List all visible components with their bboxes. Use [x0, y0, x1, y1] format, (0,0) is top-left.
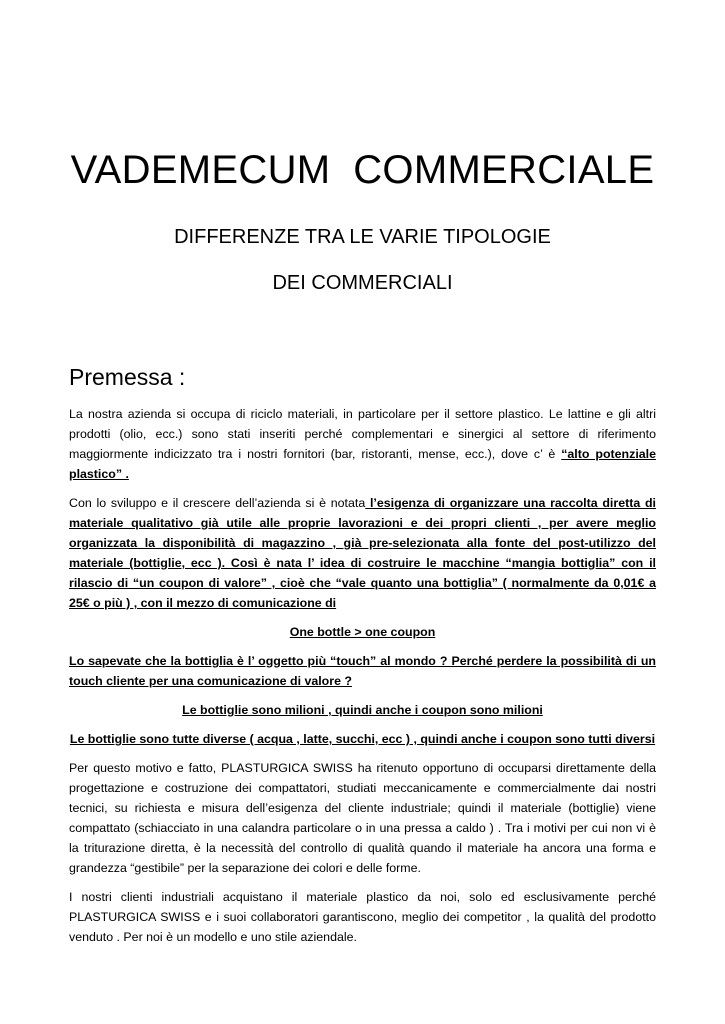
statement-millions: Le bottiglie sono milioni , quindi anche i coupon sono milioni — [182, 703, 543, 717]
paragraph-compactors: Per questo motivo e fatto, PLASTURGICA SWISS ha ritenuto opportuno di occuparsi direttamente della progettazione e costruzione dei compattatori, studiati meccanicamente e commercialmente dai nostri tecnici, su richiesta e misura dell’esigenza del cliente industriale; quindi il materiale (bottiglie) viene compattato (schiacciato in una calandra particolare o in una pressa a caldo ) . Tra i motivi per cui non vi è la triturazione diretta, è la necessità del controllo di qualità quando il materiale ha ancora una forma e grandezza “gestibile” per la separazione dei colori e delle forme. — [69, 761, 656, 875]
document-title: VADEMECUM COMMERCIALE — [70, 148, 655, 192]
paragraph-development-emphasis: l’esigenza di organizzare una raccolta diretta di materiale qualitativo già utile alle proprie lavorazioni e dei propri clienti , per avere meglio organizzata la disponibilità di magazzino , già pre-selezionata alla fonte del post-utilizzo del materiale (bottiglie, ecc ). Così è nata l’ idea di costruire le macchine “mangia bottiglia” con il rilascio di “un coupon di valore” , cioè che “vale quanto una bottiglia” ( normalmente da 0,01€ a 25€ o più ) , con il mezzo di comunicazione di — [69, 496, 656, 610]
paragraph-intro — [69, 404, 656, 484]
paragraph-development-text: Con lo sviluppo e il crescere dell’azienda si è notata — [69, 496, 366, 510]
paragraph-development — [69, 493, 656, 613]
document-subtitle-line2: DEI COMMERCIALI — [272, 272, 453, 294]
paragraph-clients: I nostri clienti industriali acquistano il materiale plastico da noi, solo ed esclusivamente perché PLASTURGICA SWISS e i suoi collaboratori garantiscono, meglio dei competitor , la qualità del prodotto venduto . Per noi è un modello e uno stile aziendale. — [69, 890, 656, 944]
document-body — [69, 404, 656, 956]
document-subtitle-line1: DIFFERENZE TRA LE VARIE TIPOLOGIE — [174, 226, 551, 248]
paragraph-intro-text: La nostra azienda si occupa di riciclo materiali, in particolare per il settore plastico. Le lattine e gli altri prodotti (olio, ecc.) sono stati inseriti perché complementari e sinergici al settore di riferimento maggiormente indicizzato tra i nostri fornitori (bar, ristoranti, mense, ecc.), dove c’ è — [69, 407, 656, 461]
slogan: One bottle > one coupon — [289, 625, 436, 639]
paragraph-intro-emphasis: “alto potenziale plastico” . — [69, 447, 656, 481]
question-paragraph: Lo sapevate che la bottiglia è l’ oggetto più “touch” al mondo ? Perché perdere la possibilità di un touch cliente per una comunicazione di valore ? — [69, 654, 656, 688]
statement-diversity: Le bottiglie sono tutte diverse ( acqua , latte, succhi, ecc ) , quindi anche i coupon sono tutti diversi — [69, 732, 656, 746]
section-heading: Premessa : — [69, 364, 186, 390]
